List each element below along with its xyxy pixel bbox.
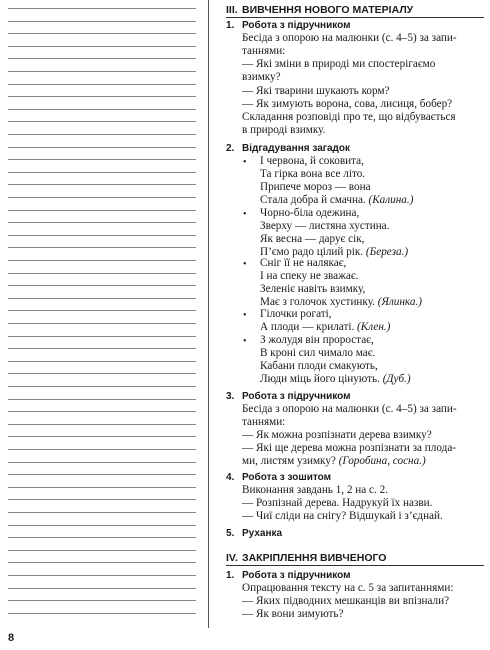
bullet-icon: • xyxy=(243,336,247,347)
text-line: — Розпізнай дерева. Надрукуй їх назви. xyxy=(242,497,433,509)
section-number: IV. xyxy=(226,552,238,564)
ruled-line xyxy=(8,474,196,475)
riddle-line: Стала добра й смачна. (Калина.) xyxy=(260,194,414,206)
ruled-line xyxy=(8,449,196,450)
ruled-line xyxy=(8,285,196,286)
item-number: 4. xyxy=(226,472,235,483)
ruled-line xyxy=(8,273,196,274)
riddle-line: Припече мороз — вона xyxy=(260,181,371,193)
riddle-line: І червона, й соковита, xyxy=(260,155,364,167)
item-title: Руханка xyxy=(242,528,283,539)
riddle-line: Зверху — листяна хустина. xyxy=(260,220,390,232)
ruled-line xyxy=(8,71,196,72)
ruled-line xyxy=(8,222,196,223)
item-title: Відгадування загадок xyxy=(242,143,350,154)
section-title: ВИВЧЕННЯ НОВОГО МАТЕРІАЛУ xyxy=(242,4,414,16)
ruled-line xyxy=(8,336,196,337)
page-number: 8 xyxy=(8,632,15,644)
ruled-line xyxy=(8,386,196,387)
riddle-line: І на спеку не зважає. xyxy=(260,270,359,282)
text-line: в природі взимку. xyxy=(242,124,326,136)
ruled-line xyxy=(8,550,196,551)
text-line: — Як зимують ворона, сова, лисиця, бобер? xyxy=(242,98,453,110)
ruled-line xyxy=(8,373,196,374)
riddle-line: П’ємо радо цілий рік. (Береза.) xyxy=(260,246,409,258)
bullet-icon: • xyxy=(243,259,247,270)
text-line: — Як можна розпізнати дерева взимку? xyxy=(242,429,432,441)
ruled-line xyxy=(8,147,196,148)
ruled-line xyxy=(8,575,196,576)
item-title: Робота з зошитом xyxy=(242,472,332,483)
riddle-line: З жолудя він проростає, xyxy=(260,334,374,346)
riddle-line: Та гірка вона все літо. xyxy=(260,168,366,180)
item-heading-4 xyxy=(226,472,331,483)
riddle-line: Гілочки рогаті, xyxy=(260,308,332,320)
ruled-line xyxy=(8,512,196,513)
item-number: 1. xyxy=(226,570,235,581)
ruled-line xyxy=(8,600,196,601)
ruled-line xyxy=(8,562,196,563)
item-heading-2 xyxy=(226,143,350,154)
notes-column xyxy=(8,0,209,628)
text-line: Складання розповіді про те, що відбувається xyxy=(242,111,456,123)
riddle-line: В кроні сил чимало має. xyxy=(260,347,376,359)
text-line: — Які тварини шукають корм? xyxy=(242,85,390,97)
ruled-line xyxy=(8,8,196,9)
item-heading-1 xyxy=(226,20,351,31)
ruled-line xyxy=(8,487,196,488)
riddle-line: Має з голочок хустинку. (Ялинка.) xyxy=(260,296,422,308)
text-line: таннями: xyxy=(242,416,286,428)
text-line: Бесіда з опорою на малюнки (с. 4–5) за запи- xyxy=(242,32,457,44)
ruled-line xyxy=(8,411,196,412)
item-heading-1b xyxy=(226,570,351,581)
ruled-line xyxy=(8,235,196,236)
text-line: — Як вони зимують? xyxy=(242,608,344,620)
riddle-answer: (Калина.) xyxy=(368,194,414,206)
bullet-icon: • xyxy=(243,209,247,220)
ruled-line xyxy=(8,96,196,97)
ruled-line xyxy=(8,84,196,85)
riddle-line: Люди міць його цінують. (Дуб.) xyxy=(260,373,411,385)
section-heading-3 xyxy=(226,4,484,18)
ruled-line xyxy=(8,323,196,324)
riddle-answer: (Дуб.) xyxy=(382,373,411,385)
bullet-icon: • xyxy=(243,157,247,168)
riddle-line: Чорно-біла одежина, xyxy=(260,207,360,219)
ruled-line xyxy=(8,462,196,463)
riddle-line: Сніг її не налякає, xyxy=(260,257,347,269)
item-title: Робота з підручником xyxy=(242,391,351,402)
text-line: — Які зміни в природі ми спостерігаємо xyxy=(242,58,436,70)
item-title: Робота з підручником xyxy=(242,20,351,31)
ruled-line xyxy=(8,184,196,185)
item-heading-3 xyxy=(226,391,351,402)
riddle-line: Зеленіє навіть взимку, xyxy=(260,283,366,295)
ruled-line xyxy=(8,58,196,59)
section-title: ЗАКРІПЛЕННЯ ВИВЧЕНОГО xyxy=(242,552,387,564)
ruled-line xyxy=(8,499,196,500)
text-line: взимку? xyxy=(242,71,281,83)
answer-text: (Горобина, сосна.) xyxy=(338,455,426,467)
ruled-line xyxy=(8,436,196,437)
text-line: ми, листям узимку? (Горобина, сосна.) xyxy=(242,455,426,467)
riddle-answer: (Клен.) xyxy=(357,321,391,333)
section-number: III. xyxy=(226,4,238,16)
ruled-line xyxy=(8,613,196,614)
ruled-line xyxy=(8,348,196,349)
ruled-line xyxy=(8,247,196,248)
ruled-line xyxy=(8,399,196,400)
ruled-line xyxy=(8,588,196,589)
ruled-line xyxy=(8,109,196,110)
riddle-answer: (Ялинка.) xyxy=(377,296,422,308)
riddle-line: А плоди — крилаті. (Клен.) xyxy=(260,321,391,333)
ruled-line xyxy=(8,159,196,160)
section-heading-4 xyxy=(226,552,484,566)
item-title: Робота з підручником xyxy=(242,570,351,581)
ruled-line xyxy=(8,21,196,22)
ruled-line xyxy=(8,46,196,47)
text-line: — Яких підводних мешканців ви впізнали? xyxy=(242,595,450,607)
ruled-line xyxy=(8,298,196,299)
ruled-line xyxy=(8,33,196,34)
ruled-line xyxy=(8,310,196,311)
text-line: таннями: xyxy=(242,45,286,57)
item-heading-5 xyxy=(226,528,282,539)
riddle-line: Як весна — дарує сік, xyxy=(260,233,365,245)
text-line: — Чиї сліди на снігу? Відшукай і з’єднай. xyxy=(242,510,443,522)
text-line: — Які ще дерева можна розпізнати за плода- xyxy=(242,442,457,454)
ruled-line xyxy=(8,424,196,425)
item-number: 1. xyxy=(226,20,235,31)
item-number: 2. xyxy=(226,143,235,154)
ruled-line xyxy=(8,361,196,362)
ruled-line xyxy=(8,197,196,198)
bullet-icon: • xyxy=(243,310,247,321)
item-number: 5. xyxy=(226,528,235,539)
ruled-line xyxy=(8,134,196,135)
item-number: 3. xyxy=(226,391,235,402)
text-line: Виконання завдань 1, 2 на с. 2. xyxy=(242,484,388,496)
riddle-line: Кабани плоди смакують, xyxy=(260,360,378,372)
text-line: Бесіда з опорою на малюнки (с. 4–5) за запи- xyxy=(242,403,457,415)
ruled-line xyxy=(8,121,196,122)
ruled-line xyxy=(8,172,196,173)
ruled-line xyxy=(8,260,196,261)
ruled-line xyxy=(8,525,196,526)
ruled-line xyxy=(8,537,196,538)
text-line: Опрацювання тексту на с. 5 за запитаннями: xyxy=(242,582,454,594)
ruled-line xyxy=(8,210,196,211)
riddle-answer: (Береза.) xyxy=(365,246,409,258)
